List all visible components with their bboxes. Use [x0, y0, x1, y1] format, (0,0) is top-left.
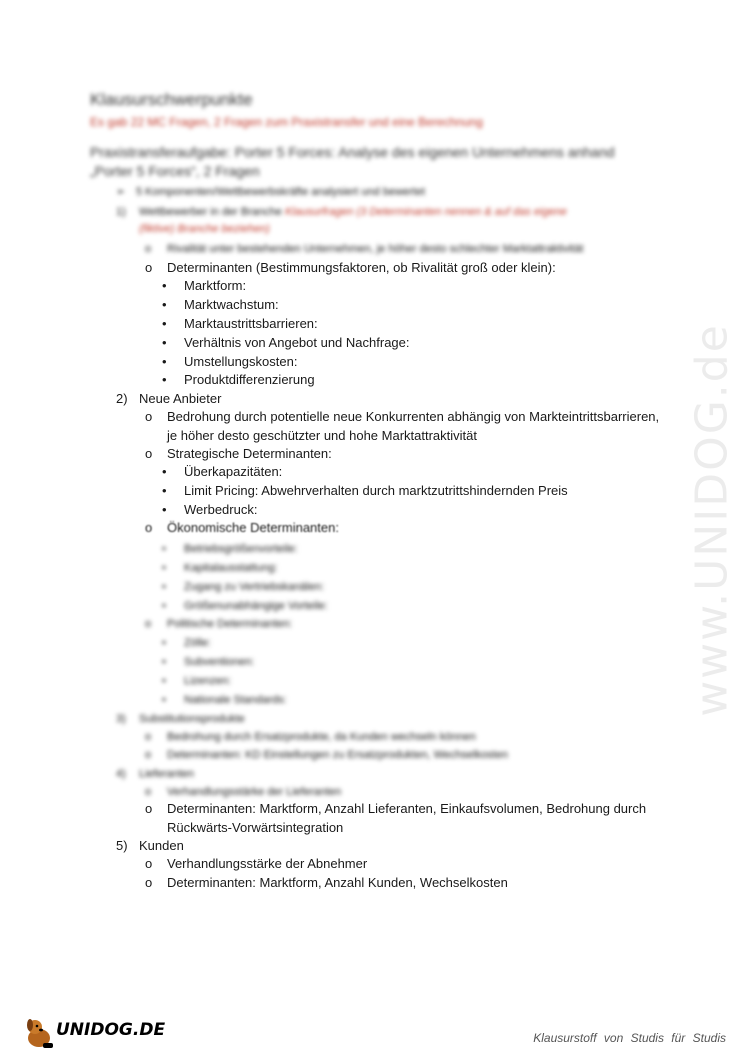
list-item: Bedrohung durch potentielle neue Konkurrenten abhängig von Markteintrittsbarrieren,	[167, 409, 660, 424]
bullet-icon: •	[162, 656, 166, 668]
list-item: Überkapazitäten:	[184, 464, 283, 479]
bullet-icon: •	[162, 297, 167, 312]
list-item: Betriebsgrößenvorteile:	[184, 543, 298, 555]
list-item: Determinanten: Marktform, Anzahl Lieferanten, Einkaufsvolumen, Bedrohung durch	[167, 801, 647, 816]
list-item: Zölle:	[184, 637, 211, 649]
logo-text: UNIDOG.DE	[56, 1020, 166, 1040]
list-item: Determinanten (Bestimmungsfaktoren, ob Rivalität groß oder klein):	[167, 260, 556, 275]
list-item: Kapitalausstattung:	[184, 562, 278, 574]
bullet-icon: •	[162, 483, 167, 498]
list-item: Marktform:	[184, 278, 247, 293]
page-title: Klausurschwerpunkte	[90, 90, 253, 109]
bullet-icon: •	[162, 464, 167, 479]
page-subtitle: Es gab 22 MC Fragen, 2 Fragen zum Praxistransfer und eine Berechnung	[90, 115, 483, 129]
section-1-note-cont: (fiktive) Branche beziehen)	[139, 223, 270, 235]
list-item: Politische Determinanten:	[167, 618, 293, 630]
list-item: Strategische Determinanten:	[167, 446, 332, 461]
list-item: Subventionen:	[184, 656, 255, 668]
bullet-icon: •	[162, 600, 166, 612]
section-4-label: Lieferanten	[139, 768, 195, 780]
list-item: Rivalität unter bestehenden Unternehmen, je höher desto schlechter Marktattraktivität	[167, 243, 584, 255]
section-2-label: Neue Anbieter	[139, 391, 222, 406]
circle-bullet-icon: o	[145, 786, 152, 798]
list-item	[139, 203, 567, 221]
bullet-icon: •	[162, 543, 166, 555]
heading-line-2: „Porter 5 Forces“, 2 Fragen	[90, 163, 260, 179]
bullet-icon: •	[162, 335, 167, 350]
list-item-cont: Rückwärts-Vorwärtsintegration	[167, 820, 344, 835]
list-item: Verhandlungsstärke der Lieferanten	[167, 786, 342, 798]
circle-bullet-icon: o	[145, 856, 153, 871]
list-number: 1)	[116, 206, 126, 218]
circle-bullet-icon: o	[145, 520, 153, 535]
bullet-icon: •	[162, 502, 167, 517]
bullet-icon: •	[162, 372, 167, 387]
list-item: Verhandlungsstärke der Abnehmer	[167, 856, 368, 871]
list-item: Umstellungskosten:	[184, 354, 298, 369]
circle-bullet-icon: o	[145, 446, 153, 461]
list-item: Ökonomische Determinanten:	[167, 520, 339, 535]
circle-bullet-icon: o	[145, 875, 153, 890]
bullet-icon: •	[162, 562, 166, 574]
list-item: Bedrohung durch Ersatzprodukte, da Kunden wechseln können	[167, 731, 476, 743]
list-item: Determinanten: Marktform, Anzahl Kunden, Wechselkosten	[167, 875, 508, 890]
circle-bullet-icon: o	[145, 749, 152, 761]
circle-bullet-icon: o	[145, 618, 152, 630]
list-item: Produktdifferenzierung	[184, 372, 315, 387]
list-item: Verhältnis von Angebot und Nachfrage:	[184, 335, 410, 350]
circle-bullet-icon: o	[145, 260, 153, 275]
circle-bullet-icon: o	[145, 731, 152, 743]
list-item: Marktwachstum:	[184, 297, 279, 312]
bullet-icon: •	[162, 675, 166, 687]
list-item: Werbedruck:	[184, 502, 258, 517]
section-5-label: Kunden	[139, 838, 184, 853]
list-item: Limit Pricing: Abwehrverhalten durch marktzutrittshindernden Preis	[184, 483, 568, 498]
list-number: 2)	[116, 391, 128, 406]
section-1-note: Klausurfragen (3 Determinanten nennen & auf das eigene	[284, 206, 567, 218]
list-item: Determinanten: KD Einstellungen zu Ersatzprodukten, Wechselkosten	[167, 749, 508, 761]
list-number: 3)	[116, 713, 126, 725]
circle-bullet-icon: o	[145, 801, 153, 816]
arrow-bullet-icon: ➢	[116, 186, 126, 198]
list-item: Zugang zu Vertriebskanälen:	[184, 581, 325, 593]
bullet-icon: •	[162, 354, 167, 369]
circle-bullet-icon: o	[145, 409, 153, 424]
bullet-icon: •	[162, 581, 166, 593]
outline-intro: 5 Komponenten/Wettbewerbskräfte analysiert und bewertet	[136, 186, 426, 198]
bullet-icon: •	[162, 637, 166, 649]
list-item: Lizenzen:	[184, 675, 232, 687]
footer-slogan: Klausurstoff von Studis für Studis	[533, 1031, 726, 1045]
unidog-logo	[22, 1016, 166, 1050]
list-number: 4)	[116, 768, 126, 780]
bullet-icon: •	[162, 694, 166, 706]
list-item: Größenunabhängige Vorteile:	[184, 600, 328, 612]
list-item-cont: je höher desto geschützter und hohe Marktattraktivität	[167, 428, 478, 443]
section-1-label: Wettbewerber in der Branche	[139, 206, 282, 218]
section-3-label: Substitutionsprodukte	[139, 713, 245, 725]
watermark: www.UNIDOG.de	[686, 323, 738, 717]
list-item: Nationale Standards:	[184, 694, 287, 706]
list-number: 5)	[116, 838, 128, 853]
list-item: Marktaustrittsbarrieren:	[184, 316, 318, 331]
bullet-icon: •	[162, 278, 167, 293]
heading-line-1: Praxistransferaufgabe: Porter 5 Forces: Analyse des eigenen Unternehmens anhand	[90, 144, 615, 160]
section-heading	[90, 143, 650, 181]
bullet-icon: •	[162, 316, 167, 331]
circle-bullet-icon: o	[145, 243, 152, 255]
dog-icon	[22, 1016, 56, 1050]
